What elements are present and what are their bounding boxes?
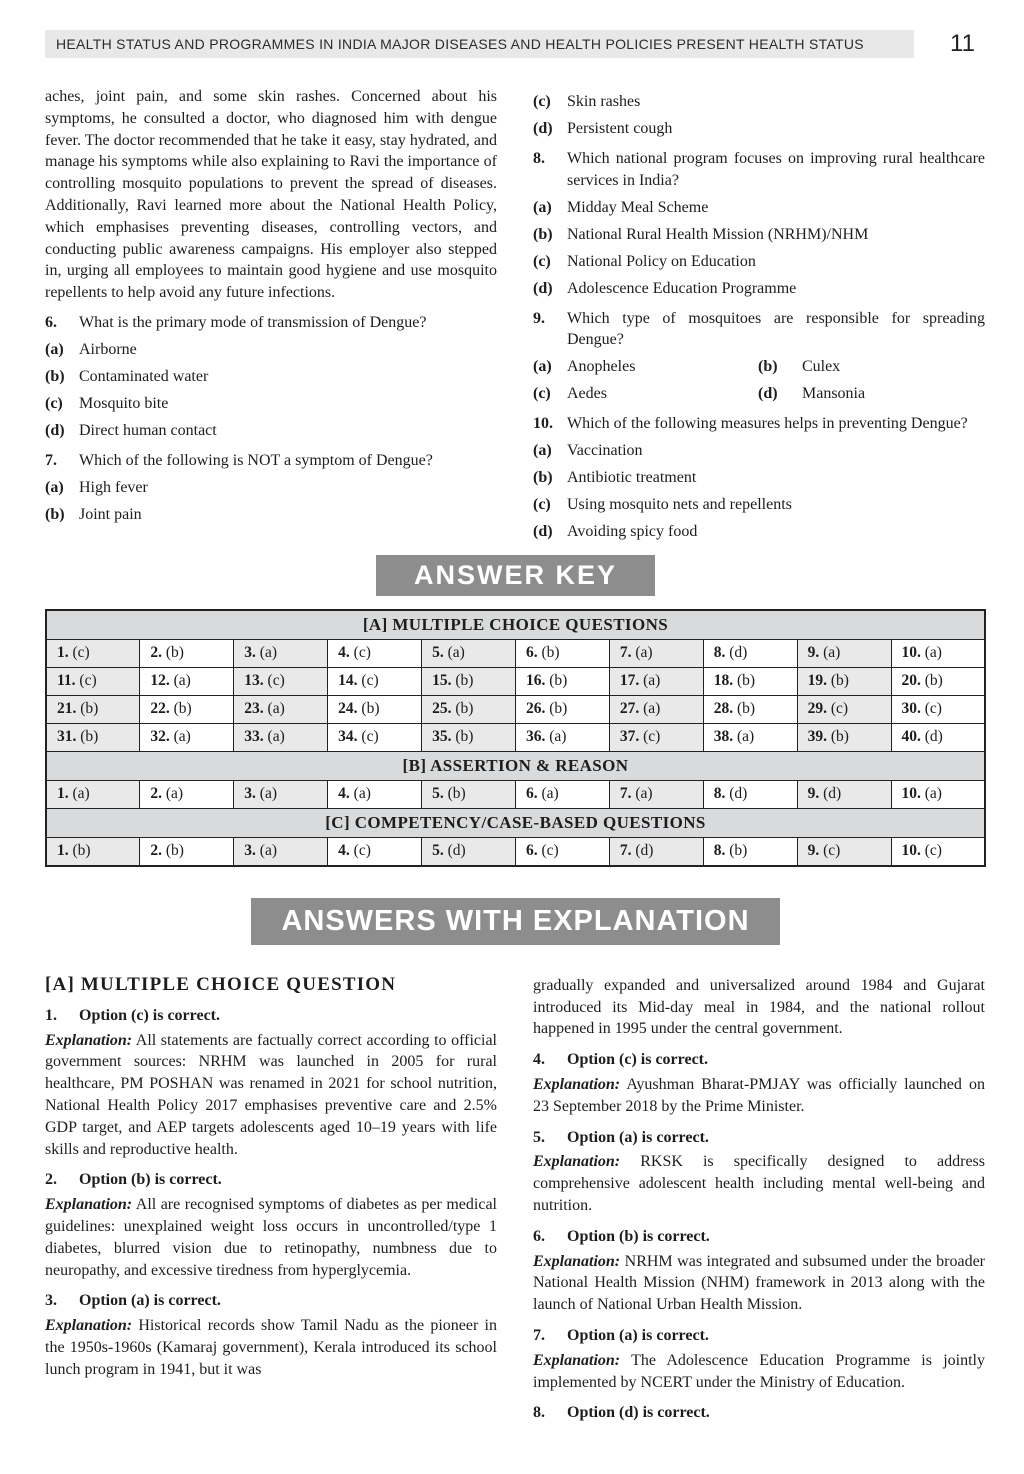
option-item	[533, 521, 985, 543]
option-text: Using mosquito nets and repellents	[567, 496, 792, 514]
answer-cell: 2. (b)	[140, 639, 234, 667]
option-label: (a)	[45, 340, 64, 358]
answer-cell: 38. (a)	[703, 723, 797, 751]
answer-key-row	[46, 837, 985, 866]
answer-question-number: 19.	[807, 672, 827, 690]
answer-cell: 40. (d)	[891, 723, 985, 751]
explanations-right-list	[533, 1049, 985, 1424]
answer-cell: 5. (d)	[422, 837, 516, 866]
answer-question-number: 23.	[244, 700, 264, 718]
explanation-paragraph: Explanation: NRHM was integrated and subsumed under the broader National Health Mission (NHM) framework in 2013 along with the launch of National Urban Health Mission.	[533, 1252, 985, 1314]
answer-cell: 18. (b)	[703, 667, 797, 695]
option-text: Midday Meal Scheme	[567, 198, 709, 216]
option-text: Anopheles	[567, 358, 636, 376]
answer-question-number: 8.	[713, 785, 726, 803]
option-item	[533, 278, 985, 300]
answer-cell: 15. (b)	[422, 667, 516, 695]
explanation-number: 6.	[533, 1227, 545, 1245]
explanation-paragraph: Explanation: Ayushman Bharat-PMJAY was officially launched on 23 September 2018 by the Prime Minister.	[533, 1075, 985, 1115]
answer-cell: 33. (a)	[234, 723, 328, 751]
answer-cell: 29. (c)	[797, 695, 891, 723]
option-item	[45, 420, 497, 442]
answer-key-section-row	[46, 751, 985, 780]
answer-question-number: 32.	[150, 728, 170, 746]
explanation-heading-text: Option (b) is correct.	[79, 1171, 222, 1189]
question-number: 9.	[533, 309, 545, 327]
answer-cell: 23. (a)	[234, 695, 328, 723]
option-pair-row	[533, 356, 985, 378]
option-label: (b)	[533, 225, 553, 243]
answer-question-number: 3.	[244, 842, 256, 860]
option-label: (a)	[45, 478, 64, 496]
case-study-paragraph: aches, joint pain, and some skin rashes. Concerned about his symptoms, he consulted a doctor, who diagnosed him with dengue fever. The doctor recommended that he take it easy, stay hydrated, and manage his symptoms while also explaining to Ravi the importance of controlling mosquito populations to prevent the spread of diseases. Additionally, Ravi learned more about the National Health Policy, which emphasises preventing diseases, controlling vectors, and conducting public awareness campaigns. His employer also stepped in, urging all employees to maintain good hygiene and use mosquito repellents to help avoid any future infections.	[45, 88, 497, 302]
answer-cell: 10. (a)	[891, 780, 985, 808]
answer-cell: 1. (a)	[46, 780, 140, 808]
answer-cell: 9. (a)	[797, 639, 891, 667]
answer-cell: 3. (a)	[234, 639, 328, 667]
answer-cell: 6. (c)	[515, 837, 609, 866]
answer-cell: 2. (b)	[140, 837, 234, 866]
answer-question-number: 14.	[338, 672, 358, 690]
option-text: Aedes	[567, 385, 607, 403]
answer-question-number: 30.	[901, 700, 921, 718]
option-label: (a)	[533, 358, 552, 376]
option-item	[45, 504, 497, 526]
option-text: Airborne	[79, 340, 137, 358]
page-header	[45, 30, 986, 58]
answer-question-number: 4.	[338, 842, 350, 860]
explanations-left-list	[45, 1005, 497, 1381]
explanation-paragraph: Explanation: All statements are factually correct according to official government sources: NRHM was launched in 2005 for rural healthcare, PM POSHAN was renamed in 2021 for school nutrition, National Health Policy 2017 emphasises preventive care and 2.5% GDP target, and AEP targets adolescents aged 10–19 years with life skills and reproductive health.	[45, 1031, 497, 1158]
option-item	[45, 339, 497, 361]
option-text: Joint pain	[79, 505, 142, 523]
answer-question-number: 17.	[619, 672, 640, 690]
answer-question-number: 36.	[525, 728, 546, 746]
answer-question-number: 18.	[713, 672, 734, 690]
answer-question-number: 2.	[150, 785, 163, 803]
answer-question-number: 21.	[57, 700, 77, 718]
question-item	[45, 450, 497, 472]
option-item	[45, 366, 497, 388]
explanation-option-heading	[533, 1049, 985, 1071]
answer-question-number: 28.	[713, 700, 734, 718]
question-number: 10.	[533, 415, 553, 433]
answer-question-number: 24.	[338, 700, 358, 718]
option-item	[533, 494, 985, 516]
answer-cell: 21. (b)	[46, 695, 140, 723]
explanation-heading-text: Option (c) is correct.	[567, 1051, 708, 1069]
answer-question-number: 29.	[807, 700, 827, 718]
option-label: (b)	[533, 469, 553, 487]
answer-question-number: 37.	[619, 728, 640, 746]
explanations-left-column	[45, 972, 497, 1424]
answer-cell: 3. (a)	[234, 837, 328, 866]
answer-cell: 6. (b)	[515, 639, 609, 667]
questions-right-column	[533, 86, 985, 543]
answer-question-number: 4.	[338, 785, 350, 803]
answer-cell: 27. (a)	[609, 695, 703, 723]
option-item	[45, 477, 497, 499]
explanations-right-column	[533, 972, 985, 1424]
option-label: (a)	[533, 198, 552, 216]
option-label: (b)	[45, 505, 65, 523]
answer-question-number: 9.	[807, 842, 820, 860]
answer-cell: 4. (c)	[328, 639, 422, 667]
explanation-number: 3.	[45, 1292, 57, 1310]
answer-key-section-row	[46, 610, 985, 640]
option-label: (c)	[45, 394, 63, 412]
answer-question-number: 4.	[338, 644, 350, 662]
answer-cell: 6. (a)	[515, 780, 609, 808]
answer-question-number: 12.	[150, 672, 170, 690]
answer-key-row	[46, 695, 985, 723]
explanation-section-heading: [A] MULTIPLE CHOICE QUESTION	[45, 973, 397, 995]
option-label: (c)	[533, 385, 551, 403]
explanation-overflow-paragraph: gradually expanded and universalized around 1984 and Gujarat introduced its Mid-day meal in 1984, and the national rollout happened in 1995 under the central government.	[533, 976, 985, 1038]
question-number: 6.	[45, 313, 57, 331]
questions-left-column	[45, 86, 497, 543]
answer-question-number: 39.	[807, 728, 827, 746]
answer-question-number: 8.	[713, 644, 726, 662]
answer-cell: 11. (c)	[46, 667, 140, 695]
option-text: Avoiding spicy food	[567, 523, 698, 540]
answer-question-number: 6.	[525, 785, 538, 803]
answer-cell: 12. (a)	[140, 667, 234, 695]
answer-question-number: 25.	[432, 700, 452, 718]
questions-section	[45, 86, 986, 543]
option-text: Adolescence Education Programme	[567, 279, 797, 297]
answer-cell: 22. (b)	[140, 695, 234, 723]
explanation-option-heading	[533, 1226, 985, 1248]
answer-cell: 34. (c)	[328, 723, 422, 751]
answer-question-number: 33.	[244, 728, 264, 746]
answer-cell: 26. (b)	[515, 695, 609, 723]
answer-question-number: 10.	[901, 644, 921, 662]
answer-cell: 1. (b)	[46, 837, 140, 866]
answer-cell: 5. (a)	[422, 639, 516, 667]
option-label: (c)	[533, 252, 551, 270]
explanation-heading-text: Option (a) is correct.	[567, 1326, 709, 1344]
answer-question-number: 2.	[150, 644, 163, 662]
answer-question-number: 9.	[807, 644, 820, 662]
option-item	[533, 224, 985, 246]
question-item	[533, 413, 985, 435]
answer-cell: 24. (b)	[328, 695, 422, 723]
answer-question-number: 5.	[432, 842, 444, 860]
answer-cell: 31. (b)	[46, 723, 140, 751]
option-text: Persistent cough	[567, 120, 673, 138]
answer-question-number: 10.	[901, 785, 921, 803]
option-item	[533, 197, 985, 219]
answer-cell: 9. (d)	[797, 780, 891, 808]
answer-cell: 37. (c)	[609, 723, 703, 751]
answer-cell: 4. (c)	[328, 837, 422, 866]
answer-question-number: 5.	[432, 644, 444, 662]
explanation-number: 7.	[533, 1326, 545, 1344]
explanation-option-heading	[45, 1169, 497, 1191]
answer-cell: 19. (b)	[797, 667, 891, 695]
answer-cell: 8. (b)	[703, 837, 797, 866]
option-item	[533, 467, 985, 489]
option-label: (d)	[533, 279, 553, 297]
question-text: Which of the following measures helps in preventing Dengue?	[567, 415, 968, 433]
option-label: (c)	[533, 496, 551, 514]
explanation-option-heading	[533, 1402, 985, 1424]
answer-question-number: 27.	[619, 700, 640, 718]
answer-key-section-title: [C] COMPETENCY/CASE-BASED QUESTIONS	[46, 808, 985, 837]
explanation-label: Explanation:	[533, 1252, 621, 1270]
answer-key-banner: ANSWER KEY	[376, 555, 655, 596]
question-number: 7.	[45, 451, 57, 469]
question-text: Which type of mosquitoes are responsible for spreading Dengue?	[567, 309, 985, 349]
answer-cell: 10. (c)	[891, 837, 985, 866]
option-text: National Policy on Education	[567, 252, 756, 270]
option-item	[533, 356, 758, 378]
option-text: Contaminated water	[79, 367, 209, 385]
explanation-option-heading	[45, 1005, 497, 1027]
option-label: (d)	[533, 120, 553, 138]
answer-cell: 3. (a)	[234, 780, 328, 808]
answer-question-number: 35.	[432, 728, 452, 746]
answer-cell: 7. (a)	[609, 780, 703, 808]
answer-key-table-body	[46, 610, 985, 866]
question-text: Which national program focuses on improving rural healthcare services in India?	[567, 149, 985, 189]
option-label: (d)	[758, 385, 778, 403]
answer-question-number: 3.	[244, 785, 256, 803]
question-text: Which of the following is NOT a symptom of Dengue?	[79, 451, 433, 469]
option-text: Culex	[802, 358, 841, 376]
question-number: 8.	[533, 149, 545, 167]
answer-key-banner-row	[45, 543, 986, 596]
explanation-number: 4.	[533, 1051, 545, 1069]
answer-question-number: 10.	[901, 842, 921, 860]
answer-cell: 2. (a)	[140, 780, 234, 808]
answer-key-section-title: [A] MULTIPLE CHOICE QUESTIONS	[46, 610, 985, 640]
answer-question-number: 40.	[901, 728, 921, 746]
question-item	[533, 148, 985, 192]
option-item	[758, 356, 985, 378]
explanation-option-heading	[533, 1127, 985, 1149]
answer-key-row	[46, 780, 985, 808]
answer-question-number: 11.	[57, 672, 76, 690]
answer-question-number: 22.	[150, 700, 170, 718]
answer-question-number: 2.	[150, 842, 163, 860]
answer-cell: 7. (a)	[609, 639, 703, 667]
option-text: Mosquito bite	[79, 394, 169, 412]
answer-cell: 32. (a)	[140, 723, 234, 751]
answer-cell: 35. (b)	[422, 723, 516, 751]
option-label: (a)	[533, 442, 552, 460]
answer-key-table	[45, 609, 986, 867]
explanation-paragraph: Explanation: All are recognised symptoms of diabetes as per medical guidelines: unexplained weight loss occurs in uncontrolled/type 1 diabetes, blurred vision due to retinopathy, numbness due to neuropathy, and excessive tiredness from hyperglycemia.	[45, 1196, 497, 1279]
explanation-option-heading	[533, 1325, 985, 1347]
answer-question-number: 1.	[57, 842, 69, 860]
option-text: Antibiotic treatment	[567, 469, 697, 487]
explanation-heading-text: Option (b) is correct.	[567, 1227, 710, 1245]
option-text: Skin rashes	[567, 93, 641, 111]
explanation-number: 1.	[45, 1006, 57, 1024]
option-label: (d)	[533, 523, 553, 540]
answer-cell: 20. (b)	[891, 667, 985, 695]
answer-question-number: 1.	[57, 644, 69, 662]
answer-cell: 16. (b)	[515, 667, 609, 695]
option-item	[533, 91, 985, 113]
answer-key-row	[46, 723, 985, 751]
answer-key-row	[46, 667, 985, 695]
explanation-label: Explanation:	[533, 1075, 621, 1093]
answer-question-number: 7.	[619, 644, 632, 662]
question-text: What is the primary mode of transmission of Dengue?	[79, 313, 427, 331]
running-head-title: HEALTH STATUS AND PROGRAMMES IN INDIA MAJOR DISEASES AND HEALTH POLICIES PRESENT HEALTH STATUS	[45, 30, 914, 58]
answer-question-number: 31.	[57, 728, 77, 746]
answer-cell: 10. (a)	[891, 639, 985, 667]
option-label: (d)	[45, 421, 65, 439]
option-text: National Rural Health Mission (NRHM)/NHM	[567, 225, 869, 243]
answer-question-number: 38.	[713, 728, 734, 746]
answer-question-number: 3.	[244, 644, 256, 662]
answer-question-number: 5.	[432, 785, 444, 803]
option-text: Vaccination	[567, 442, 643, 460]
answer-cell: 39. (b)	[797, 723, 891, 751]
answer-cell: 9. (c)	[797, 837, 891, 866]
question-item	[45, 312, 497, 334]
answers-explanation-banner-row	[45, 867, 986, 945]
explanation-number: 5.	[533, 1128, 545, 1146]
answer-question-number: 1.	[57, 785, 69, 803]
answer-key-row	[46, 639, 985, 667]
option-text: High fever	[79, 478, 148, 496]
option-item	[45, 393, 497, 415]
option-item	[533, 440, 985, 462]
explanation-paragraph: Explanation: RKSK is specifically designed to address comprehensive adolescent health including mental well-being and nutrition.	[533, 1153, 985, 1214]
answer-question-number: 6.	[525, 842, 538, 860]
question-item	[533, 308, 985, 352]
option-label: (b)	[758, 358, 778, 376]
answer-cell: 17. (a)	[609, 667, 703, 695]
answer-cell: 25. (b)	[422, 695, 516, 723]
explanation-heading-text: Option (c) is correct.	[79, 1006, 220, 1024]
option-item	[533, 118, 985, 140]
explanation-label: Explanation:	[533, 1153, 621, 1171]
explanation-option-heading	[45, 1290, 497, 1312]
answer-cell: 30. (c)	[891, 695, 985, 723]
answer-cell: 4. (a)	[328, 780, 422, 808]
answer-cell: 8. (d)	[703, 639, 797, 667]
answer-key-section-title: [B] ASSERTION & REASON	[46, 751, 985, 780]
explanation-heading-text: Option (d) is correct.	[567, 1404, 710, 1422]
option-item	[533, 383, 758, 405]
answer-cell: 8. (d)	[703, 780, 797, 808]
answer-cell: 36. (a)	[515, 723, 609, 751]
answer-question-number: 7.	[619, 842, 632, 860]
explanation-label: Explanation:	[45, 1317, 133, 1335]
option-item	[533, 251, 985, 273]
explanation-heading-text: Option (a) is correct.	[79, 1292, 221, 1310]
explanations-section	[45, 972, 986, 1424]
answer-cell: 1. (c)	[46, 639, 140, 667]
answer-cell: 13. (c)	[234, 667, 328, 695]
option-pair-row	[533, 383, 985, 405]
option-item	[758, 383, 985, 405]
answer-question-number: 16.	[525, 672, 546, 690]
answer-cell: 14. (c)	[328, 667, 422, 695]
option-text: Mansonia	[802, 385, 866, 403]
explanation-heading-text: Option (a) is correct.	[567, 1128, 709, 1146]
option-label: (b)	[45, 367, 65, 385]
answer-question-number: 9.	[807, 785, 820, 803]
answer-question-number: 8.	[713, 842, 726, 860]
answer-cell: 7. (d)	[609, 837, 703, 866]
answer-question-number: 7.	[619, 785, 632, 803]
answer-question-number: 34.	[338, 728, 358, 746]
answers-with-explanation-banner: ANSWERS WITH EXPLANATION	[251, 898, 779, 945]
page-number: 11	[950, 30, 975, 57]
explanation-label: Explanation:	[45, 1031, 133, 1049]
answer-question-number: 6.	[525, 644, 538, 662]
explanation-paragraph: Explanation: The Adolescence Education Programme is jointly implemented by NCERT under the Ministry of Education.	[533, 1351, 985, 1391]
answer-question-number: 13.	[244, 672, 264, 690]
option-text: Direct human contact	[79, 421, 217, 439]
answer-key-section-row	[46, 808, 985, 837]
answer-question-number: 26.	[525, 700, 546, 718]
explanation-paragraph: Explanation: Historical records show Tamil Nadu as the pioneer in the 1950s-1960s (Kamaraj government), Kerala introduced its school lunch program in 1941, but it was	[45, 1317, 497, 1378]
explanation-label: Explanation:	[533, 1351, 621, 1369]
explanation-label: Explanation:	[45, 1196, 133, 1214]
option-label: (c)	[533, 93, 551, 111]
explanation-number: 2.	[45, 1171, 57, 1189]
answer-cell: 28. (b)	[703, 695, 797, 723]
answer-question-number: 20.	[901, 672, 921, 690]
answer-cell: 5. (b)	[422, 780, 516, 808]
explanation-number: 8.	[533, 1404, 545, 1422]
answer-question-number: 15.	[432, 672, 452, 690]
